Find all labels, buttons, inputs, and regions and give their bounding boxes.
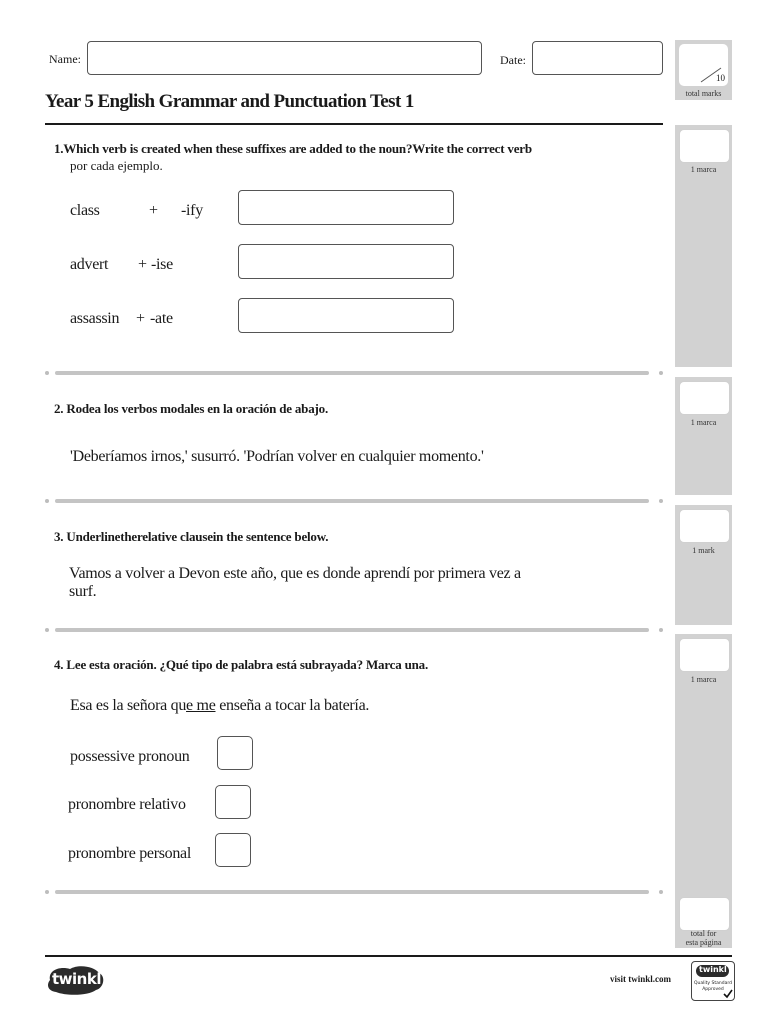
q4-option-checkbox-2[interactable] — [215, 785, 251, 819]
total-marks-value: 10 — [716, 73, 725, 83]
q1-prompt: 1.Which verb is created when these suffixes are added to the noun?Write the correct verb — [54, 141, 532, 156]
mark-box-q2[interactable] — [679, 381, 730, 415]
q4-sentence-after: enseña a tocar la batería. — [215, 697, 370, 714]
page-title: Year 5 English Grammar and Punctuation Test 1 — [45, 91, 414, 112]
separator-4 — [45, 889, 663, 895]
footer-rule — [45, 955, 732, 957]
name-label: Name: — [49, 52, 81, 66]
twinkl-logo[interactable] — [44, 964, 106, 996]
q4-sentence-before: Esa es la señora qu — [70, 697, 187, 714]
q4-option-label-1: possessive pronoun — [70, 748, 190, 765]
quality-badge-logo-text: twinkl — [699, 965, 727, 974]
q4-prompt: 4. Lee esta oración. ¿Qué tipo de palabra está subrayada? Marca una. — [54, 657, 428, 672]
q2-prompt: 2. Rodea los verbos modales en la oración de abajo. — [54, 401, 328, 416]
quality-badge-line-1: Quality Standard — [694, 981, 732, 986]
separator-1 — [45, 370, 663, 376]
date-field[interactable] — [532, 41, 663, 75]
q1-plus-2: + — [138, 256, 147, 273]
q4-option-label-2: pronombre relativo — [68, 796, 186, 813]
page-total-label-1: total for — [690, 929, 717, 938]
total-marks-box[interactable] — [679, 44, 728, 86]
q1-word-1: class — [70, 202, 100, 219]
q3-sentence-line-2: surf. — [69, 583, 97, 600]
q4-option-label-3: pronombre personal — [68, 845, 192, 862]
q1-word-3: assassin — [70, 310, 120, 327]
mark-box-q1[interactable] — [679, 129, 730, 163]
q1-answer-field-3[interactable] — [238, 298, 454, 333]
q3-sentence-line-1: Vamos a volver a Devon este año, que es donde aprendí por primera vez a — [69, 565, 521, 582]
q1-suffix-3: -ate — [150, 310, 173, 327]
separator-2 — [45, 498, 663, 504]
q1-suffix-2: -ise — [151, 256, 173, 273]
page-total-label-2: esta página — [685, 938, 722, 947]
mark-label-q2: 1 marca — [690, 418, 717, 427]
q1-plus-1: + — [149, 202, 158, 219]
page-total-box[interactable] — [679, 897, 730, 931]
q1-word-2: advert — [70, 256, 109, 273]
title-rule — [45, 123, 663, 125]
q1-subprompt: por cada ejemplo. — [70, 158, 163, 173]
q3-prompt: 3. Underlinetherelative clausein the sentence below. — [54, 529, 329, 544]
q4-sentence-underlined: e me — [186, 697, 216, 714]
q1-plus-3: + — [136, 310, 145, 327]
separator-3 — [45, 627, 663, 633]
twinkl-logo-text: twinkl — [52, 970, 101, 988]
q1-suffix-1: -ify — [181, 202, 203, 219]
mark-label-q1: 1 marca — [690, 165, 717, 174]
q4-option-checkbox-1[interactable] — [217, 736, 253, 770]
quality-badge — [691, 961, 735, 1001]
q4-sentence — [70, 697, 369, 715]
q2-sentence: 'Deberíamos irnos,' susurró. 'Podrían volver en cualquier momento.' — [70, 448, 484, 465]
q1-answer-field-1[interactable] — [238, 190, 454, 225]
mark-label-q4: 1 marca — [690, 675, 717, 684]
quality-badge-line-2: Approved — [702, 987, 724, 992]
check-icon — [723, 989, 733, 999]
mark-label-q3: 1 mark — [692, 546, 715, 555]
total-marks-label: total marks — [685, 89, 722, 98]
q4-option-checkbox-3[interactable] — [215, 833, 251, 867]
mark-box-q4[interactable] — [679, 638, 730, 672]
name-field[interactable] — [87, 41, 482, 75]
date-label: Date: — [500, 53, 526, 67]
visit-link[interactable]: visit twinkl.com — [610, 974, 672, 984]
q1-answer-field-2[interactable] — [238, 244, 454, 279]
mark-box-q3[interactable] — [679, 509, 730, 543]
